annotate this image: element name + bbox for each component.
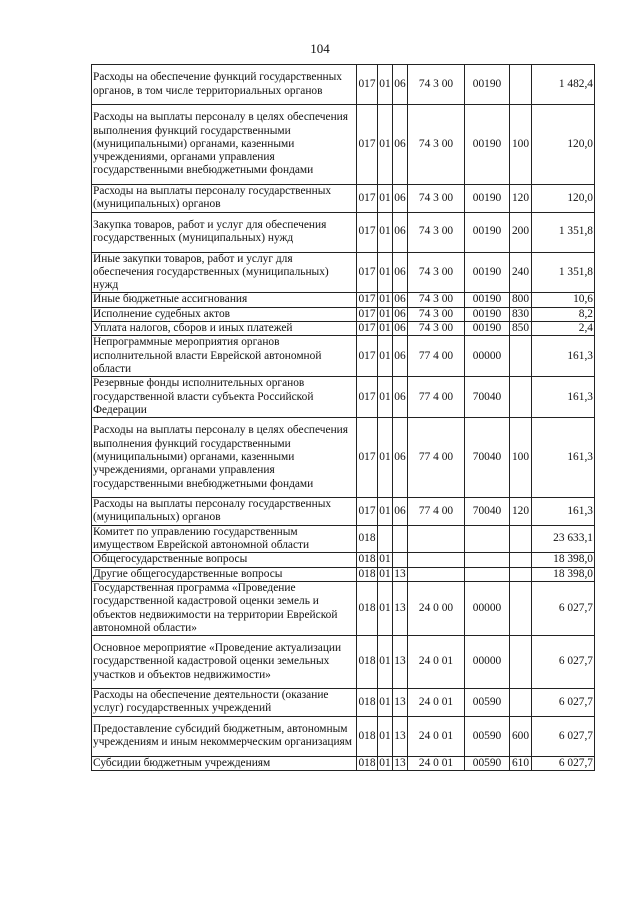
direction-code: 00190 — [465, 65, 510, 105]
direction-code: 70040 — [465, 418, 510, 498]
program-code: 24 0 01 — [408, 689, 465, 717]
expense-type-code — [510, 636, 532, 689]
ministry-code: 018 — [358, 567, 376, 580]
ministry-code: 018 — [358, 756, 376, 769]
subsection-code: 06 — [393, 212, 408, 252]
expense-type-code — [510, 567, 532, 581]
program-code: 24 0 00 — [408, 581, 465, 635]
table-row — [92, 293, 595, 307]
table-row — [92, 307, 595, 321]
expense-type-code: 240 — [510, 252, 532, 293]
table-row — [92, 336, 595, 377]
amount: 1 482,4 — [532, 65, 595, 105]
section-code: 01 — [378, 498, 393, 526]
ministry-code: 017 — [358, 322, 376, 335]
table-row — [92, 322, 595, 336]
program-code: 74 3 00 — [408, 322, 465, 336]
row-name: Расходы на обеспечение деятельности (оказание услуг) государственных учреждений — [92, 689, 357, 717]
section-code: 01 — [378, 185, 393, 213]
subsection-code: 06 — [393, 498, 408, 526]
direction-code — [465, 553, 510, 567]
row-name: Уплата налогов, сборов и иных платежей — [92, 322, 357, 336]
subsection-code: 06 — [393, 185, 408, 213]
subsection-code — [393, 553, 408, 567]
direction-code: 70040 — [465, 498, 510, 526]
ministry-code: 017 — [357, 377, 378, 418]
direction-code: 00190 — [465, 322, 510, 336]
expense-type-code — [510, 689, 532, 717]
subsection-code: 13 — [394, 567, 406, 580]
table-row — [92, 185, 595, 213]
ministry-code: 017 — [358, 293, 376, 306]
section-code: 01 — [379, 293, 391, 306]
program-code: 24 0 01 — [408, 716, 465, 756]
amount: 6 027,7 — [532, 581, 595, 635]
expense-type-code: 100 — [510, 418, 532, 498]
amount: 120,0 — [532, 185, 595, 213]
program-code: 74 3 00 — [408, 105, 465, 185]
table-row — [92, 553, 595, 567]
expense-type-code: 100 — [510, 105, 532, 185]
section-code: 01 — [378, 252, 393, 293]
ministry-code: 018 — [357, 581, 378, 635]
amount: 23 633,1 — [532, 525, 595, 553]
subsection-code — [393, 525, 408, 553]
ministry-code: 018 — [357, 689, 378, 717]
amount: 8,2 — [532, 307, 595, 321]
row-name: Расходы на выплаты персоналу в целях обеспечения выполнения функций государственными (муниципальными) органами, казенными учреждениями, органами управления государственными внебюджетными фондами — [92, 105, 357, 185]
ministry-code: 018 — [358, 553, 376, 566]
table-row — [92, 252, 595, 293]
row-name: Иные закупки товаров, работ и услуг для обеспечения государственных (муниципальных) нужд — [92, 252, 357, 293]
table-row — [92, 212, 595, 252]
table-row — [92, 65, 595, 105]
direction-code: 00190 — [465, 293, 510, 307]
direction-code: 00590 — [465, 756, 510, 770]
section-code: 01 — [378, 336, 393, 377]
direction-code: 00190 — [465, 307, 510, 321]
table-row — [92, 756, 595, 770]
program-code: 74 3 00 — [408, 65, 465, 105]
direction-code: 00000 — [465, 336, 510, 377]
row-name: Предоставление субсидий бюджетным, автономным учреждениям и иным некоммерческим организациям — [92, 716, 357, 756]
amount: 18 398,0 — [532, 553, 595, 567]
subsection-code: 06 — [393, 336, 408, 377]
section-code: 01 — [378, 377, 393, 418]
row-name: Расходы на выплаты персоналу государственных (муниципальных) органов — [92, 498, 357, 526]
subsection-code: 13 — [393, 689, 408, 717]
row-name: Резервные фонды исполнительных органов государственной власти субъекта Российской Федерации — [92, 377, 357, 418]
program-code: 77 4 00 — [408, 336, 465, 377]
amount: 161,3 — [532, 377, 595, 418]
ministry-code: 018 — [357, 716, 378, 756]
amount: 161,3 — [532, 418, 595, 498]
program-code — [408, 525, 465, 553]
row-name: Расходы на выплаты персоналу государственных (муниципальных) органов — [92, 185, 357, 213]
ministry-code: 017 — [357, 105, 378, 185]
section-code: 01 — [379, 567, 391, 580]
ministry-code: 017 — [357, 185, 378, 213]
table-row — [92, 567, 595, 581]
amount: 10,6 — [532, 293, 595, 307]
section-code: 01 — [379, 756, 391, 769]
row-name: Иные бюджетные ассигнования — [92, 293, 357, 307]
section-code: 01 — [378, 581, 393, 635]
direction-code — [465, 567, 510, 581]
section-code: 01 — [379, 307, 391, 320]
expense-type-code: 800 — [510, 293, 532, 307]
expense-type-code — [510, 377, 532, 418]
section-code: 01 — [378, 716, 393, 756]
direction-code: 00590 — [465, 689, 510, 717]
section-code: 01 — [378, 689, 393, 717]
row-name: Основное мероприятие «Проведение актуализации государственной кадастровой оценки земельных участков и объектов недвижимости» — [92, 636, 357, 689]
row-name: Комитет по управлению государственным имуществом Еврейской автономной области — [92, 525, 357, 553]
section-code — [378, 525, 393, 553]
direction-code: 00190 — [465, 185, 510, 213]
ministry-code: 017 — [358, 307, 376, 320]
table-row — [92, 716, 595, 756]
ministry-code: 017 — [357, 498, 378, 526]
program-code: 74 3 00 — [408, 252, 465, 293]
table-row — [92, 525, 595, 553]
table-row — [92, 105, 595, 185]
subsection-code: 06 — [394, 293, 406, 306]
ministry-code: 017 — [357, 336, 378, 377]
expense-type-code — [510, 525, 532, 553]
amount: 161,3 — [532, 498, 595, 526]
page-number: 104 — [310, 41, 330, 56]
expense-type-code: 120 — [510, 498, 532, 526]
ministry-code: 017 — [357, 212, 378, 252]
row-name: Расходы на выплаты персоналу в целях обеспечения выполнения функций государственными (муниципальными) органами, казенными учреждениями, органами управления государственными внебюджетными фондами — [92, 418, 357, 498]
expense-type-code: 850 — [510, 322, 532, 336]
subsection-code: 13 — [393, 716, 408, 756]
row-name: Другие общегосударственные вопросы — [92, 567, 357, 581]
expense-type-code — [510, 553, 532, 567]
row-name: Расходы на обеспечение функций государственных органов, в том числе территориальных органов — [92, 65, 357, 105]
expense-type-code: 200 — [510, 212, 532, 252]
direction-code: 00190 — [465, 252, 510, 293]
program-code: 24 0 01 — [408, 636, 465, 689]
section-code: 01 — [378, 105, 393, 185]
table-row — [92, 581, 595, 635]
section-code: 01 — [378, 212, 393, 252]
subsection-code: 06 — [393, 65, 408, 105]
program-code: 74 3 00 — [408, 185, 465, 213]
direction-code: 00000 — [465, 581, 510, 635]
subsection-code: 06 — [393, 418, 408, 498]
program-code: 74 3 00 — [408, 307, 465, 321]
expense-type-code — [510, 336, 532, 377]
section-code: 01 — [378, 418, 393, 498]
amount: 6 027,7 — [532, 716, 595, 756]
expense-type-code: 120 — [510, 185, 532, 213]
subsection-code: 13 — [393, 581, 408, 635]
direction-code: 70040 — [465, 377, 510, 418]
subsection-code: 06 — [393, 252, 408, 293]
expense-type-code: 600 — [510, 716, 532, 756]
row-name: Общегосударственные вопросы — [92, 553, 357, 567]
program-code: 77 4 00 — [408, 418, 465, 498]
row-name: Государственная программа «Проведение государственной кадастровой оценки земель и объектов недвижимости на территории Еврейской автономной области» — [92, 581, 357, 635]
ministry-code: 017 — [357, 252, 378, 293]
direction-code: 00190 — [465, 105, 510, 185]
direction-code: 00190 — [465, 212, 510, 252]
program-code: 24 0 01 — [408, 756, 465, 770]
amount: 6 027,7 — [532, 689, 595, 717]
ministry-code: 018 — [357, 525, 378, 553]
amount: 1 351,8 — [532, 212, 595, 252]
row-name: Непрограммные мероприятия органов исполнительной власти Еврейской автономной области — [92, 336, 357, 377]
subsection-code: 06 — [393, 105, 408, 185]
section-code: 01 — [379, 553, 391, 566]
amount: 6 027,7 — [532, 756, 595, 770]
table-row — [92, 636, 595, 689]
amount: 1 351,8 — [532, 252, 595, 293]
table-row — [92, 418, 595, 498]
subsection-code: 06 — [394, 322, 406, 335]
subsection-code: 13 — [393, 636, 408, 689]
program-code: 77 4 00 — [408, 498, 465, 526]
amount: 161,3 — [532, 336, 595, 377]
budget-table — [91, 64, 595, 771]
amount: 120,0 — [532, 105, 595, 185]
subsection-code: 06 — [394, 307, 406, 320]
direction-code — [465, 525, 510, 553]
ministry-code: 018 — [357, 636, 378, 689]
expense-type-code — [510, 581, 532, 635]
row-name: Исполнение судебных актов — [92, 307, 357, 321]
table-row — [92, 498, 595, 526]
row-name: Субсидии бюджетным учреждениям — [92, 756, 357, 770]
ministry-code: 017 — [357, 65, 378, 105]
subsection-code: 06 — [393, 377, 408, 418]
ministry-code: 017 — [357, 418, 378, 498]
amount: 2,4 — [532, 322, 595, 336]
program-code — [408, 567, 465, 581]
expense-type-code: 610 — [510, 756, 532, 770]
amount: 6 027,7 — [532, 636, 595, 689]
section-code: 01 — [378, 636, 393, 689]
direction-code: 00590 — [465, 716, 510, 756]
amount: 18 398,0 — [532, 567, 595, 581]
program-code — [408, 553, 465, 567]
expense-type-code — [510, 65, 532, 105]
section-code: 01 — [378, 65, 393, 105]
expense-type-code: 830 — [510, 307, 532, 321]
program-code: 77 4 00 — [408, 377, 465, 418]
table-row — [92, 377, 595, 418]
table-row — [92, 689, 595, 717]
row-name: Закупка товаров, работ и услуг для обеспечения государственных (муниципальных) нужд — [92, 212, 357, 252]
section-code: 01 — [379, 322, 391, 335]
direction-code: 00000 — [465, 636, 510, 689]
subsection-code: 13 — [394, 756, 406, 769]
program-code: 74 3 00 — [408, 293, 465, 307]
program-code: 74 3 00 — [408, 212, 465, 252]
